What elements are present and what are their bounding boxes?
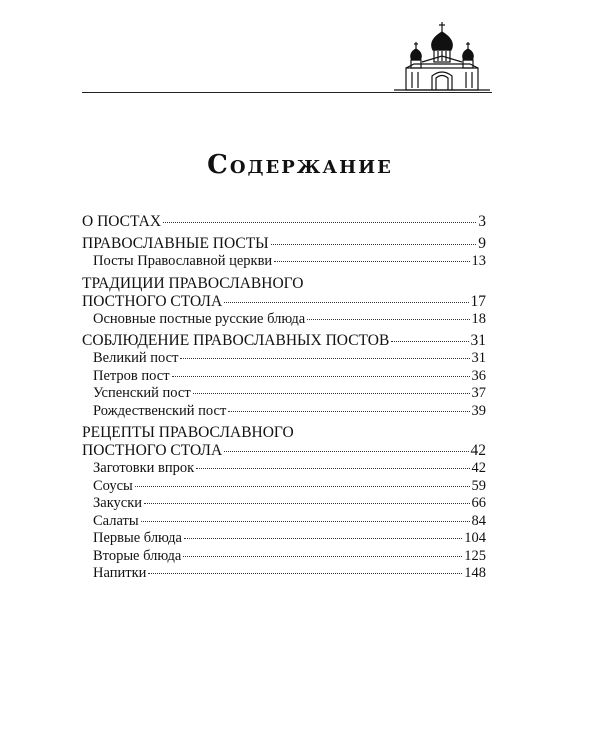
toc-entry-page: 31 — [470, 332, 486, 349]
church-icon — [392, 20, 492, 94]
leader-dots — [193, 393, 470, 394]
leader-dots — [135, 486, 470, 487]
toc-subentry[interactable] — [82, 403, 486, 421]
toc-subentry-page: 31 — [471, 350, 486, 366]
leader-dots — [228, 411, 469, 412]
toc-subentry-page: 42 — [471, 460, 486, 476]
toc-subentry[interactable] — [82, 565, 486, 583]
toc-section — [82, 332, 486, 420]
toc-subentry-page: 13 — [471, 253, 486, 269]
leader-dots — [274, 261, 469, 262]
toc-subentry-label: Заготовки впрок — [93, 460, 195, 476]
toc-entry-page: 3 — [478, 213, 486, 230]
toc-entry-label: СОБЛЮДЕНИЕ ПРАВОСЛАВНЫХ ПОСТОВ — [82, 332, 390, 349]
toc-subentry[interactable] — [82, 513, 486, 531]
page-title: Содержание — [207, 150, 393, 180]
toc-subentry-page: 66 — [471, 495, 486, 511]
leader-dots — [224, 302, 468, 303]
toc-subentry-page: 39 — [471, 402, 486, 419]
leader-dots — [307, 319, 469, 320]
toc-subentry-page: 148 — [464, 565, 486, 581]
toc-subentry[interactable] — [82, 495, 486, 513]
toc-subentry[interactable] — [82, 253, 486, 271]
toc-section — [82, 235, 486, 271]
leader-dots — [183, 556, 462, 557]
toc-subentry-page: 59 — [471, 477, 486, 494]
toc-entry-label: ПРАВОСЛАВНЫЕ ПОСТЫ — [82, 235, 269, 252]
toc-subentry[interactable] — [82, 548, 486, 566]
toc-entry-label-line: ПОСТНОГО СТОЛА — [82, 292, 223, 310]
toc-subentry-label: Основные постные русские блюда — [93, 310, 306, 327]
toc-subentry[interactable] — [82, 368, 486, 386]
leader-dots — [172, 376, 470, 377]
toc-subentry[interactable] — [82, 350, 486, 368]
toc-entry-label-line: ПОСТНОГО СТОЛА — [82, 442, 223, 459]
leader-dots — [148, 573, 462, 574]
leader-dots — [180, 358, 469, 359]
toc-subentry-label: Великий пост — [93, 350, 179, 366]
toc-entry[interactable] — [82, 442, 486, 460]
toc-subentry[interactable] — [82, 460, 486, 478]
toc-section — [82, 275, 486, 329]
toc-subentry-label: Посты Православной церкви — [93, 253, 273, 269]
leader-dots — [184, 538, 462, 539]
toc-subentry-label: Первые блюда — [93, 530, 182, 546]
leader-dots — [196, 468, 469, 469]
toc-subentry-page: 84 — [471, 512, 486, 529]
toc-subentry-label: Успенский пост — [93, 385, 191, 401]
leader-dots — [144, 503, 469, 504]
toc-subentry[interactable] — [82, 478, 486, 496]
toc-subentry-page: 125 — [464, 547, 486, 564]
toc-entry[interactable] — [82, 332, 486, 350]
toc-subentry-page: 37 — [471, 385, 486, 401]
header-rule — [82, 92, 492, 93]
toc-subentry-label: Салаты — [93, 512, 139, 529]
toc-subentry-label: Вторые блюда — [93, 547, 182, 564]
toc-subentry-label: Петров пост — [93, 367, 170, 384]
toc-entry-label-line[interactable]: РЕЦЕПТЫ ПРАВОСЛАВНОГО — [82, 424, 294, 441]
toc-subentry[interactable] — [82, 385, 486, 403]
toc-subentry[interactable] — [82, 530, 486, 548]
toc-section — [82, 213, 486, 231]
leader-dots — [141, 521, 470, 522]
leader-dots — [163, 222, 476, 223]
toc-subentry-page: 36 — [471, 367, 486, 384]
toc-subentry-page: 18 — [471, 310, 486, 327]
toc-section — [82, 424, 486, 583]
leader-dots — [391, 341, 468, 342]
toc-entry-label-line[interactable]: ТРАДИЦИИ ПРАВОСЛАВНОГО — [82, 274, 304, 292]
toc-subentry-label: Рождественский пост — [93, 402, 227, 419]
toc-subentry[interactable] — [82, 311, 486, 329]
toc-subentry-label: Соусы — [93, 477, 133, 494]
toc-entry-label: О ПОСТАХ — [82, 213, 162, 230]
leader-dots — [224, 451, 468, 452]
toc-subentry-label: Напитки — [93, 565, 147, 581]
toc-entry-page: 17 — [470, 292, 486, 310]
toc-subentry-page: 104 — [464, 530, 486, 546]
toc-entry[interactable] — [82, 293, 486, 311]
table-of-contents — [82, 213, 486, 586]
toc-entry[interactable] — [82, 235, 486, 253]
toc-entry-page: 9 — [478, 235, 486, 252]
toc-entry-page: 42 — [470, 442, 486, 459]
toc-subentry-label: Закуски — [93, 495, 143, 511]
leader-dots — [271, 244, 477, 245]
toc-entry[interactable] — [82, 213, 486, 231]
